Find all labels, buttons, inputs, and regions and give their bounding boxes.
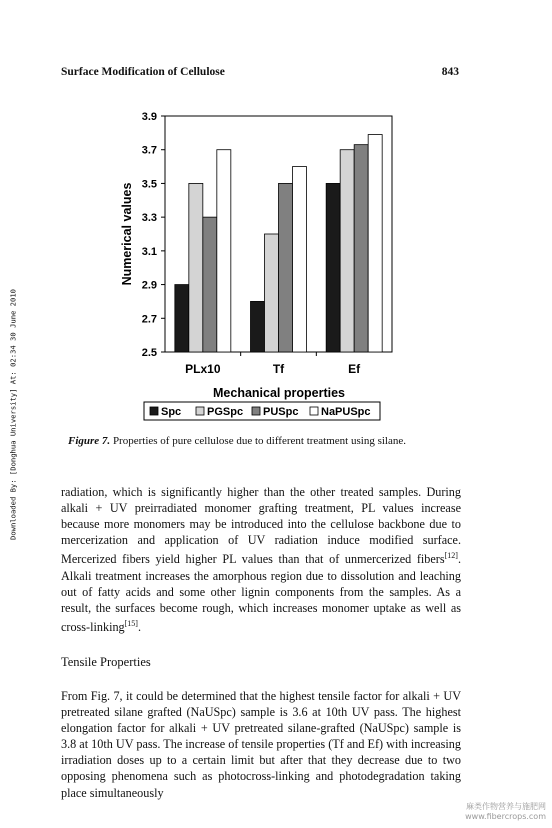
bar-PUSpc-PLx10: [203, 217, 217, 352]
page-number: 843: [441, 66, 459, 78]
bar-Spc-Ef: [326, 183, 340, 352]
bar-PGSpc-Tf: [265, 234, 279, 352]
download-notice: Downloaded By: [Donghua University] At: 02:34 30 June 2010: [8, 289, 18, 540]
bar-PUSpc-Tf: [279, 183, 293, 352]
watermark-line2: www.fibercrops.com: [465, 812, 546, 821]
citation-ref: [12]: [444, 551, 458, 561]
figure-label: Figure 7.: [68, 435, 111, 447]
legend-label-PUSpc: PUSpc: [263, 406, 299, 418]
download-sidebar: [4, 265, 18, 565]
bar-Spc-Tf: [251, 301, 265, 352]
y-tick-label: 2.5: [141, 347, 157, 359]
figure-caption: [68, 435, 468, 447]
x-axis-title: Mechanical properties: [213, 386, 345, 400]
bar-chart: [100, 100, 440, 430]
para1-text-b: . Alkali treatment increases the amorphous region due to dissolution and leaching out of fatty acids and some other lignin components from the samples. As a result, the surfaces become rough, which increases monomer uptake as well as cross-linking: [61, 552, 461, 634]
bar-PGSpc-Ef: [340, 150, 354, 352]
x-tick-label: Ef: [348, 362, 361, 376]
body-paragraph-1: [61, 484, 461, 635]
figure-caption-text: Properties of pure cellulose due to different treatment using silane.: [110, 435, 406, 447]
bar-PUSpc-Ef: [354, 145, 368, 352]
para1-text-a: radiation, which is significantly higher than the other treated samples. During alkali + UV preirradiated monomer grafting treatment, PL values increase because more monomers may be introduced into the cellulose backbone due to mercerization and application of UV radiation induce modified surface. Mercerized fibers yield higher PL values than that of unmercerized fibers: [61, 485, 461, 567]
bar-NaPUSpc-PLx10: [217, 150, 231, 352]
running-head: [61, 66, 459, 78]
y-tick-label: 3.3: [141, 212, 157, 225]
bar-NaPUSpc-Ef: [368, 135, 382, 352]
legend-label-Spc: Spc: [161, 406, 182, 418]
citation-ref: [15]: [124, 618, 138, 628]
x-tick-label: PLx10: [185, 362, 221, 376]
watermark: [465, 802, 546, 822]
legend-swatch-NaPUSpc: [310, 407, 318, 415]
bar-Spc-PLx10: [175, 285, 189, 352]
legend-swatch-Spc: [150, 407, 158, 415]
body-paragraph-2: From Fig. 7, it could be determined that the highest tensile factor for alkali + UV pretreated silane grafted (NaUSpc) sample is 3.6 at 10th UV pass. The highest elongation factor for alkali + UV pretreated silane-grafted (NaUSpc) sample is 3.8 at 10th UV pass. The increase of tensile properties (Tf and Ef) with increasing irradiation doses up to a certain limit but after that they decrease due to two opposing phenomena such as photocross-linking and photodegradation taking place simultaneously: [61, 689, 461, 800]
section-heading: Tensile Properties: [61, 655, 151, 669]
legend-label-PGSpc: PGSpc: [207, 406, 244, 418]
x-tick-label: Tf: [272, 362, 285, 376]
para1-text-c: .: [137, 619, 142, 634]
legend-label-NaPUSpc: NaPUSpc: [321, 406, 371, 418]
y-axis-title: Numerical values: [120, 182, 134, 286]
legend-swatch-PUSpc: [252, 407, 260, 415]
y-tick-label: 3.1: [141, 245, 157, 258]
y-tick-label: 3.9: [141, 111, 157, 123]
legend-swatch-PGSpc: [196, 407, 204, 415]
running-head-title: Surface Modification of Cellulose: [61, 66, 225, 78]
y-tick-label: 3.7: [141, 144, 157, 157]
bar-PGSpc-PLx10: [189, 183, 203, 352]
y-tick-label: 2.7: [141, 313, 157, 326]
y-tick-label: 2.9: [141, 279, 157, 292]
bar-NaPUSpc-Tf: [293, 167, 307, 352]
y-tick-label: 3.5: [141, 178, 157, 191]
watermark-line1: 麻类作物营养与施肥网: [466, 802, 546, 811]
